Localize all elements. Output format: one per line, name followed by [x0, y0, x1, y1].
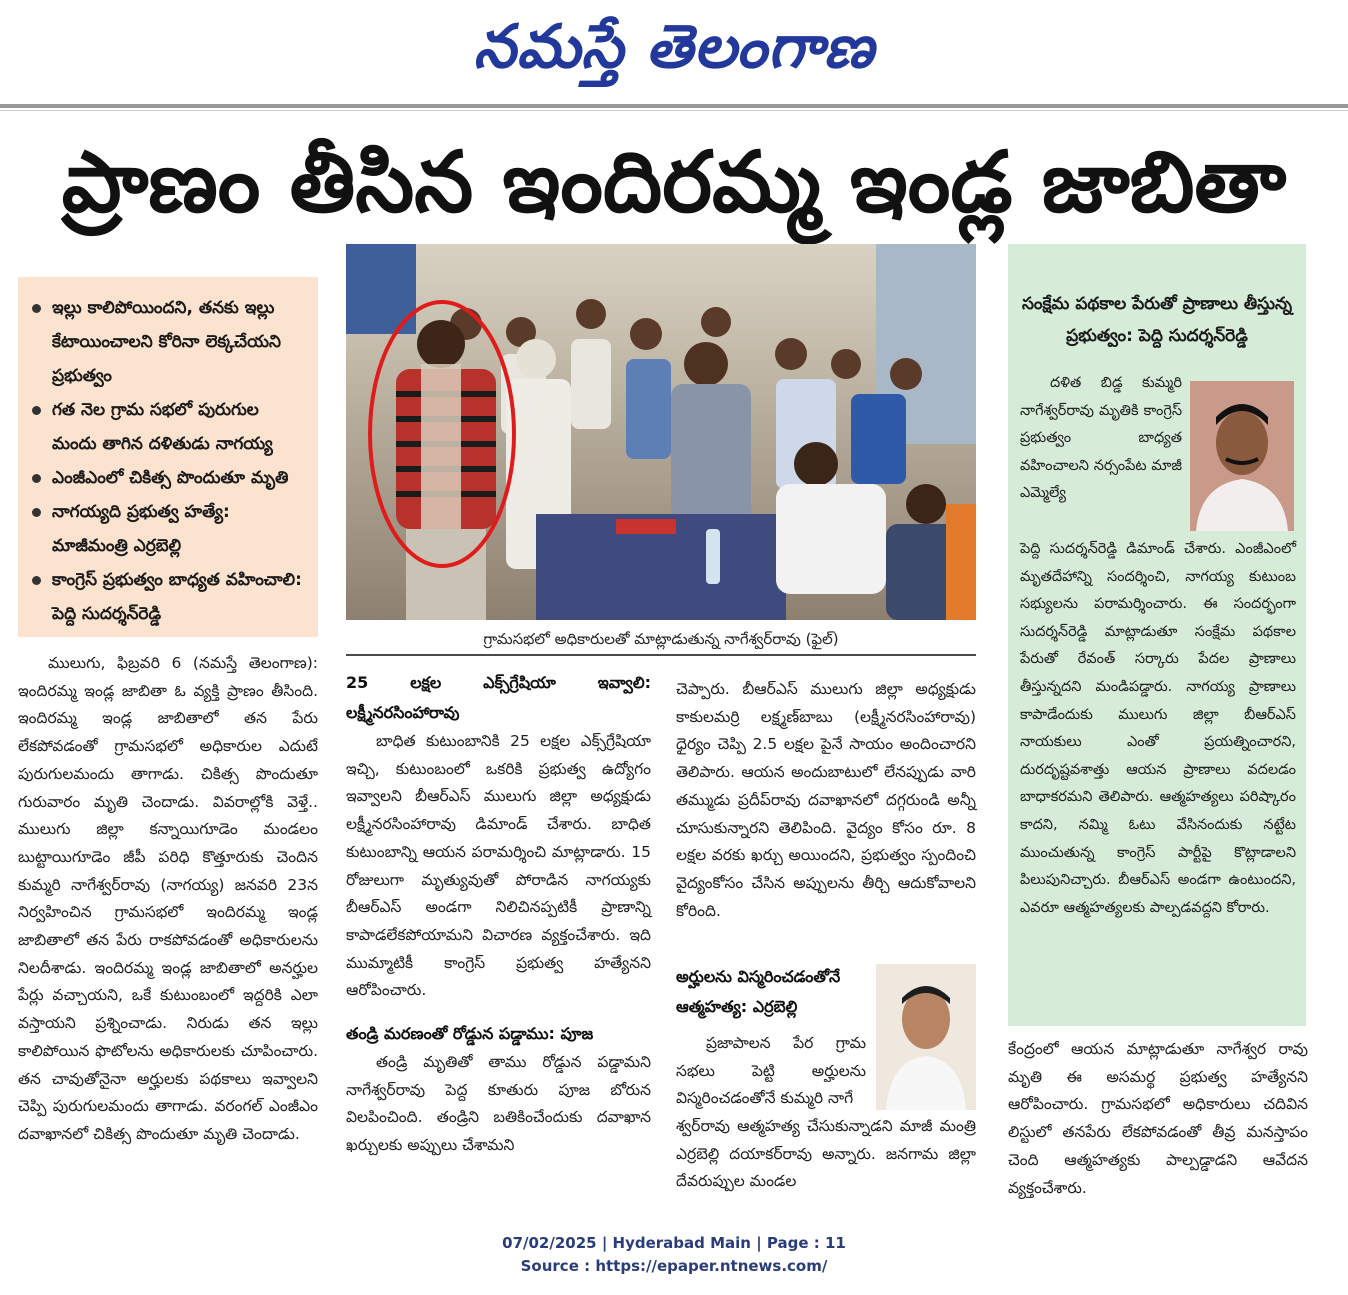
article-body: తండ్రి మృతితో తాము రోడ్డున పడ్డామని నాగేశ్వర్‌రావు పెద్ద కూతురు పూజ బోరున విలపించింది. తండ్రిని బతికించేందుకు దవాఖాన ఖర్చులకు అప్పులు చేశామని — [346, 1053, 651, 1155]
article-column-3-part — [676, 1030, 866, 1113]
sidebar-body-block — [1020, 536, 1296, 922]
article-column-4 — [1008, 1036, 1308, 1202]
article-body: శ్వర్‌రావు ఆత్మహత్య చేసుకున్నాడని మాజీ మంత్రి ఎర్రబెల్లి దయాకర్‌రావు అన్నారు. జనగామ జిల్లా దేవరుప్పుల మండల — [676, 1117, 976, 1191]
article-column-2 — [346, 668, 651, 1160]
highlight-item: ఇల్లు కాలిపోయిందని, తనకు ఇల్లు కేటాయించాలని కోరినా లెక్కచేయని ప్రభుత్వం — [30, 291, 308, 393]
article-column-3 — [676, 676, 976, 925]
masthead-divider — [0, 104, 1348, 108]
news-photo — [346, 244, 976, 620]
article-body: ములుగు, ఫిబ్రవరి 6 (నమస్తే తెలంగాణ): ఇందిరమ్మ ఇండ్ల జాబితా ఓ వ్యక్తి ప్రాణం తీసింది. ఇందిరమ్మ ఇండ్ల జాబితాలో తన పేరు లేకపోవడంతో గ్రామసభలో అధికారుల ఎదుటే పురుగులమందు తాగాడు. చికిత్స పొందుతూ గురువారం మృతి చెందాడు. వివరాల్లోకి వెళ్తే.. ములుగు జిల్లా కన్నాయిగూడెం మండలం బుట్టాయిగూడెం జీపీ పరిధి కొత్తూరుకు చెందిన కుమ్మరి నాగేశ్వర్‌రావు (నాగయ్య) జనవరి 23న నిర్వహించిన గ్రామసభలో ఇందిరమ్మ ఇండ్ల జాబితాలో తన పేరు రాకపోవడంతో అధికారులను నిలదీశాడు. ఇందిరమ్మ ఇండ్ల జాబితాలో అనర్హుల పేర్లు వచ్చాయని, ఒకే కుటుంబంలో ఇద్దరికి ఎలా వస్తాయని ప్రశ్నించాడు. నిరుడు తన ఇల్లు కాలిపోయిన ఫొటోలను అధికారులకు చూపించారు. తన చావుతోనైనా అర్హులకు పథకాలు ఇవ్వాలని చెప్పి పురుగులమందు తాగాడు. వరంగల్ ఎంజీఎం దవాఖానలో చికిత్స పొందుతూ మృతి చెందాడు. — [18, 654, 318, 1143]
sidebar-body: దళిత బిడ్డ కుమ్మరి నాగేశ్వర్‌రావు మృతికి కాంగ్రెస్ ప్రభుత్వం బాధ్యత వహించాలని నర్సంపేట మాజీ ఎమ్మెల్యే — [1020, 375, 1182, 501]
subheading: తండ్రి మరణంతో రోడ్డున పడ్డాము: పూజ — [346, 1024, 594, 1044]
article-body: కేంద్రంలో ఆయన మాట్లాడుతూ నాగేశ్వర రావు మృతి ఈ అసమర్థ ప్రభుత్వ హత్యేనని ఆరోపించారు. గ్రామసభలో అధికారులు చదివిన లిస్టులో తనపేరు లేకపోవడంతో తీవ్ర మనస్తాపం చెంది ఆత్మహత్యకు పాల్పడ్డాడని ఆవేదన వ్యక్తంచేశారు. — [1008, 1040, 1308, 1197]
masthead-divider-thin — [0, 110, 1348, 111]
article-column-1 — [18, 650, 318, 1149]
newspaper-masthead: నమస్తే తెలంగాణ — [473, 12, 875, 82]
sidebar-intro — [1020, 370, 1182, 508]
highlight-item: గత నెల గ్రామ సభలో పురుగుల మందు తాగిన దళితుడు నాగయ్య — [30, 393, 308, 461]
sidebar-body: పెద్ది సుదర్శన్‌రెడ్డి డిమాండ్ చేశారు. ఎంజీఎంలో మృతదేహాన్ని సందర్శించి, నాగయ్య కుటుంబ సభ్యులను పరామర్శించారు. ఈ సందర్భంగా సుదర్శన్‌రెడ్డి మాట్లాడుతూ సంక్షేమ పథకాల పేరుతో రేవంత్ సర్కారు పేదల ప్రాణాలు తీస్తున్నదని మండిపడ్డారు. నాగయ్య ప్రాణాలు కాపాడేందుకు ములుగు జిల్లా బీఆర్‌ఎస్ నాయకులు ఎంతో ప్రయత్నించారని, దురదృష్టవశాత్తు ఆయన ప్రాణాలు వదలడం బాధాకరమని తెలిపారు. ఆత్మహత్యలు పరిష్కారం కాదని, నమ్మి ఓటు వేసినందుకు నట్టేట ముంచుతున్న కాంగ్రెస్ పార్టీపై కొట్లాడాలని పిలుపునిచ్చారు. బీఆర్‌ఎస్ అండగా ఉంటుందని, ఎవరూ ఆత్మహత్యలకు పాల్పడవద్దని కోరారు. — [1020, 541, 1296, 916]
gram-sabha-photo — [346, 244, 976, 620]
sudarshan-reddy-portrait — [1190, 381, 1294, 531]
article-headline: ప్రాణం తీసిన ఇందిరమ్మ ఇండ్ల జాబితా — [61, 133, 1287, 231]
erraballi-portrait — [876, 964, 976, 1110]
photo-caption: గ్రామసభలో అధికారులతో మాట్లాడుతున్న నాగేశ్వర్‌రావు (ఫైల్) — [346, 624, 976, 656]
footer-source: Source : https://epaper.ntnews.com/ — [520, 1257, 828, 1275]
article-body: బాధిత కుటుంబానికి 25 లక్షల ఎక్స్‌గ్రేషియా ఇచ్చి, కుటుంబంలో ఒకరికి ప్రభుత్వ ఉద్యోగం ఇవ్వాలని బీఆర్‌ఎస్ ములుగు జిల్లా అధ్యక్షుడు లక్ష్మీనరసింహారావు డిమాండ్ చేశారు. బాధిత కుటుంబాన్ని ఆయన పరామర్శించి మాట్లాడారు. 15 రోజులుగా మృత్యువుతో పోరాడిన నాగయ్యకు బీఆర్‌ఎస్ అండగా నిలిచినప్పటికీ ప్రాణాన్ని కాపాడలేకపోయామని విచారణ వ్యక్తంచేశారు. ఇది ముమ్మాటికీ కాంగ్రెస్ ప్రభుత్వ హత్యేనని ఆరోపించారు. — [346, 732, 651, 1000]
highlight-item: నాగయ్యది ప్రభుత్వ హత్యే: మాజీమంత్రి ఎర్రబెల్లి — [30, 495, 308, 563]
article-body: చెప్పారు. బీఆర్‌ఎస్ ములుగు జిల్లా అధ్యక్షుడు కాకులమర్రి లక్ష్మణ్‌బాబు (లక్ష్మీనరసింహారావు) ధైర్యం చెప్పి 2.5 లక్షల పైనే సాయం అందించారని తెలిపారు. ఆయన అందుబాటులో లేనప్పుడు వారి తమ్ముడు ప్రదీప్‌రావు దవాఖానలో దగ్గరుండి అన్నీ చూసుకున్నారని తెలిపింది. వైద్యం కోసం రూ. 8 లక్షల వరకు ఖర్చు అయిందని, ప్రభుత్వం స్పందించి వైద్యంకోసం చేసిన అప్పులను తీర్చి ఆదుకోవాలని కోరింది. — [676, 680, 976, 920]
highlight-item: ఎంజీఎంలో చికిత్స పొందుతూ మృతి — [30, 461, 308, 495]
erraballi-subhead-block — [676, 962, 866, 1022]
subheading: అర్హులను విస్మరించడంతోనే ఆత్మహత్య: ఎర్రబెల్లి — [676, 967, 841, 1016]
subheading: 25 లక్షల ఎక్స్‌గ్రేషియా ఇవ్వాలి: లక్ష్మీనరసింహారావు — [346, 673, 651, 722]
article-body: ప్రజాపాలన పేర గ్రామ సభలు పెట్టి అర్హులను విస్మరించడంతోనే కుమ్మరి నాగే — [676, 1034, 866, 1108]
portrait-photo — [1190, 381, 1294, 531]
sidebar-title: సంక్షేమ పథకాల పేరుతో ప్రాణాలు తీస్తున్న ప్రభుత్వం: పెద్ది సుదర్శన్‌రెడ్డి — [1022, 294, 1292, 346]
highlights-box — [18, 277, 318, 637]
footer-dateline: 07/02/2025 | Hyderabad Main | Page : 11 — [502, 1234, 846, 1252]
portrait-photo — [876, 964, 976, 1110]
article-column-3-tail — [676, 1113, 976, 1196]
highlight-item: కాంగ్రెస్ ప్రభుత్వం బాధ్యత వహించాలి: పెద్ది సుదర్శన్‌రెడ్డి — [30, 563, 308, 631]
sidebar-box — [1008, 244, 1306, 1026]
